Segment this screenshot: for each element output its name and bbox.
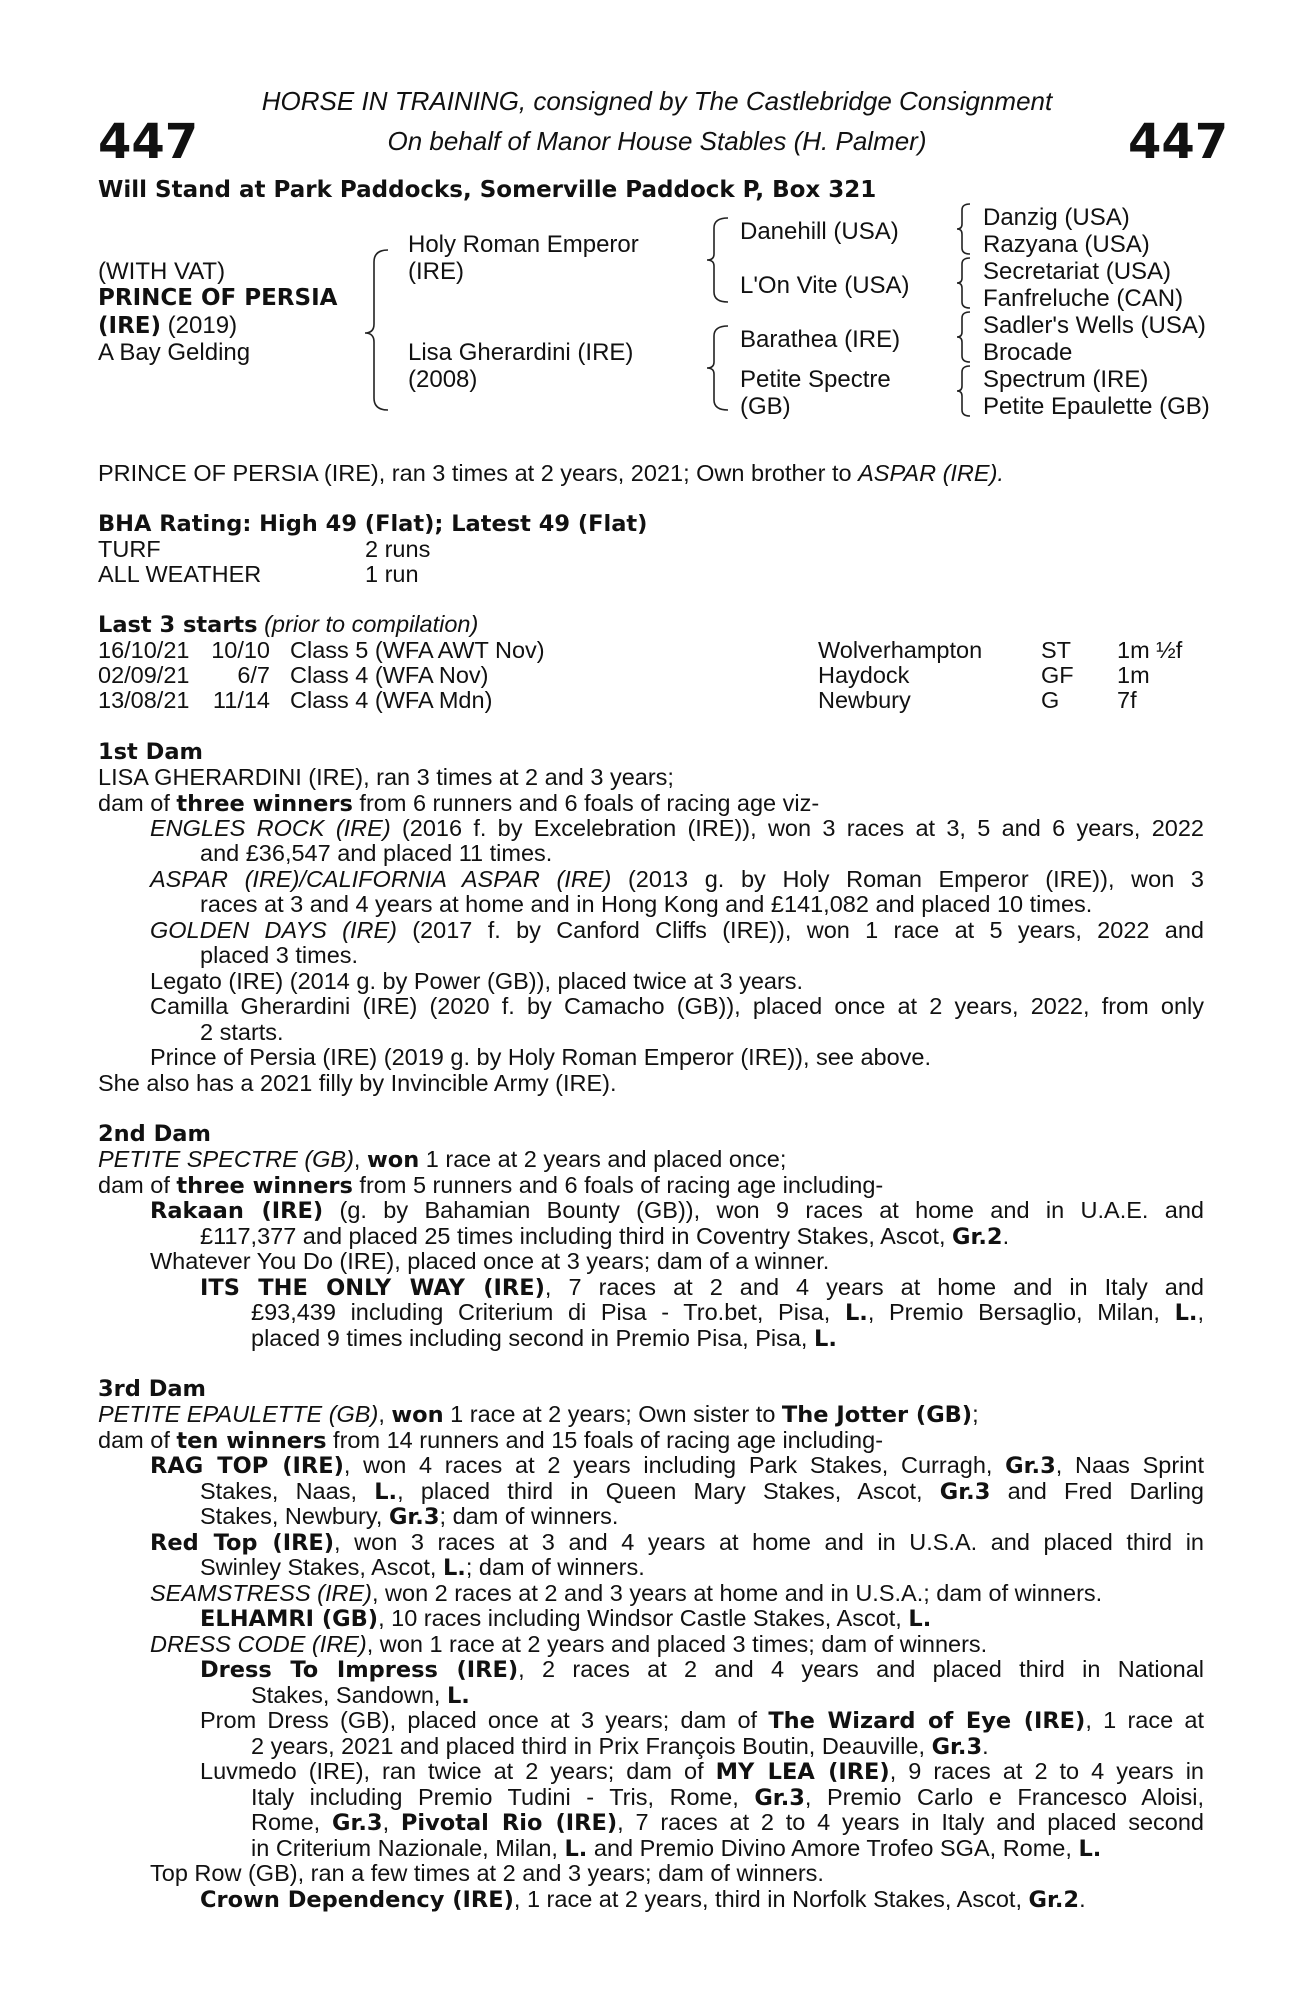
produce-golden-days-cont: placed 3 times. [200,942,359,968]
produce-rakaan-cont: £117,377 and placed 25 times including third in Coventry Stakes, Ascot, Gr.2. [200,1223,1010,1250]
horse-description: A Bay Gelding [98,339,251,366]
g3-7: Spectrum (IRE) [983,366,1149,393]
sire-name: Holy Roman Emperor [408,231,639,258]
first-dam-line: LISA GHERARDINI (IRE), ran 3 times at 2 and 3 years; [98,764,674,790]
brace-danehill [957,204,970,254]
g3-1: Danzig (USA) [983,204,1130,231]
brace-dam [707,326,728,410]
start-going-2: GF [1041,662,1074,688]
third-dam-heading: 3rd Dam [98,1376,206,1402]
produce-its-the-only-way: ITS THE ONLY WAY (IRE), 7 races at 2 and 4 years at home and in Italy and [200,1274,1204,1301]
produce-rag-top-cont: Stakes, Naas, L., placed third in Queen Mary Stakes, Ascot, Gr.3 and Fred Darling [200,1478,1204,1505]
summary-brother: ASPAR (IRE). [858,460,1004,486]
first-dam-winners: three winners [176,791,353,817]
brace-sire [707,218,728,302]
bha-rating: BHA Rating: High 49 (Flat); Latest 49 (Flat) [98,511,648,537]
start-race-1: Class 5 (WFA AWT Nov) [290,637,545,663]
start-dist-1: 1m ½f [1117,637,1183,663]
produce-red-top-cont: Swinley Stakes, Ascot, L.; dam of winners. [200,1554,645,1581]
horse-name: PRINCE OF PERSIA [98,285,338,311]
produce-golden-days: GOLDEN DAYS (IRE) (2017 f. by Canford Cliffs (IRE)), won 1 race at 5 years, 2022 and [150,917,1204,943]
first-dam-also: She also has a 2021 filly by Invincible Army (IRE). [98,1070,617,1096]
rating-runs-aw: 1 run [365,561,419,587]
stand-location: Will Stand at Park Paddocks, Somerville Paddock P, Box 321 [98,177,877,203]
lot-number-right: 447 [1128,114,1229,170]
g3-2: Razyana (USA) [983,231,1150,258]
produce-aspar: ASPAR (IRE)/CALIFORNIA ASPAR (IRE) (2013 g. by Holy Roman Emperor (IRE)), won 3 [150,866,1204,892]
dam-dam: Petite Spectre [740,366,891,393]
produce-rakaan: Rakaan (IRE) (g. by Bahamian Bounty (GB)), won 9 races at home and in U.A.E. and [150,1197,1204,1224]
third-dam-line: PETITE EPAULETTE (GB), won 1 race at 2 years; Own sister to The Jotter (GB); [98,1401,979,1428]
brace-main [365,250,388,410]
produce-camilla-cont: 2 starts. [200,1019,284,1045]
horse-country: (IRE) [98,313,162,339]
second-dam-heading: 2nd Dam [98,1121,211,1147]
produce-rag-top-cont2: Stakes, Newbury, Gr.3; dam of winners. [200,1503,619,1530]
brace-petite-spectre [957,366,970,416]
produce-luvmedo-cont3: in Criterium Nazionale, Milan, L. and Premio Divino Amore Trofeo SGA, Rome, L. [251,1835,1102,1862]
produce-luvmedo: Luvmedo (IRE), ran twice at 2 years; dam of MY LEA (IRE), 9 races at 2 to 4 years in [200,1758,1204,1785]
start-pos-3: 11/14 [212,687,270,713]
start-date-1: 16/10/21 [98,637,190,663]
sire-dam: L'On Vite (USA) [740,272,910,299]
first-dam-produce-line: dam of three winners from 6 runners and 6 foals of racing age viz- [98,790,820,817]
brace-barathea [957,312,970,362]
horse-year: (2019) [161,312,238,339]
produce-prince-of-persia: Prince of Persia (IRE) (2019 g. by Holy Roman Emperor (IRE)), see above. [150,1044,932,1070]
start-pos-1: 10/10 [211,637,270,663]
g3-4: Fanfreluche (CAN) [983,285,1184,312]
sire-country: (IRE) [408,258,464,285]
start-date-2: 02/09/21 [98,662,190,688]
produce-its-the-only-way-cont: £93,439 including Criterium di Pisa - Tro.bet, Pisa, L., Premio Bersaglio, Milan, L., [251,1299,1204,1326]
summary-text: PRINCE OF PERSIA (IRE), ran 3 times at 2 years, 2021; Own brother to [98,460,859,486]
g3-6: Brocade [983,339,1073,366]
produce-dress-code: DRESS CODE (IRE), won 1 race at 2 years and placed 3 times; dam of winners. [150,1631,988,1657]
rating-surface-aw: ALL WEATHER [98,561,262,587]
rating-surface-turf: TURF [98,536,161,562]
start-going-1: ST [1041,637,1072,663]
produce-dress-to-impress: Dress To Impress (IRE), 2 races at 2 and 4 years and placed third in National [200,1656,1204,1683]
produce-camilla: Camilla Gherardini (IRE) (2020 f. by Camacho (GB)), placed once at 2 years, 2022, from only [150,993,1204,1019]
brace-lonvite [957,258,970,308]
produce-elhamri: ELHAMRI (GB), 10 races including Windsor Castle Stakes, Ascot, L. [200,1605,932,1632]
produce-rag-top: RAG TOP (IRE), won 4 races at 2 years including Park Stakes, Curragh, Gr.3, Naas Sprint [150,1452,1204,1479]
produce-dress-to-impress-cont: Stakes, Sandown, L. [251,1682,470,1709]
sire-sire: Danehill (USA) [740,218,899,245]
produce-top-row: Top Row (GB), ran a few times at 2 and 3 years; dam of winners. [150,1860,824,1886]
start-race-3: Class 4 (WFA Mdn) [290,687,493,713]
produce-prom-dress-cont: 2 years, 2021 and placed third in Prix François Boutin, Deauville, Gr.3. [251,1733,989,1760]
g3-3: Secretariat (USA) [983,258,1172,285]
produce-engles-rock-cont: and £36,547 and placed 11 times. [200,840,553,866]
start-date-3: 13/08/21 [98,687,190,713]
start-course-3: Newbury [818,687,911,713]
start-race-2: Class 4 (WFA Nov) [290,662,489,688]
dam-year: (2008) [408,366,478,393]
last-starts-title: Last 3 starts [98,612,258,638]
start-going-3: G [1041,687,1060,713]
produce-prom-dress: Prom Dress (GB), placed once at 3 years; dam of The Wizard of Eye (IRE), 1 race at [200,1707,1204,1734]
produce-legato: Legato (IRE) (2014 g. by Power (GB)), placed twice at 3 years. [150,968,804,994]
start-course-1: Wolverhampton [818,637,983,663]
produce-luvmedo-cont2: Rome, Gr.3, Pivotal Rio (IRE), 7 races at 2 to 4 years in Italy and placed second [251,1809,1204,1836]
produce-its-the-only-way-cont2: placed 9 times including second in Premio Pisa, Pisa, L. [251,1325,837,1352]
vendor-line: On behalf of Manor House Stables (H. Palmer) [387,126,927,156]
second-dam-line: PETITE SPECTRE (GB), won 1 race at 2 years and placed once; [98,1146,787,1173]
dam-dam-country: (GB) [740,393,791,420]
first-dam-heading: 1st Dam [98,739,203,765]
start-dist-3: 7f [1117,687,1137,713]
third-dam-produce-line: dam of ten winners from 14 runners and 15 foals of racing age including- [98,1427,884,1454]
produce-aspar-cont: races at 3 and 4 years at home and in Hong Kong and £141,082 and placed 10 times. [200,891,1093,917]
rating-runs-turf: 2 runs [365,536,431,562]
second-dam-produce-line: dam of three winners from 5 runners and 6 foals of racing age including- [98,1172,884,1199]
consignor-line: HORSE IN TRAINING, consigned by The Castlebridge Consignment [261,86,1053,116]
lot-number-left: 447 [98,114,199,170]
produce-seamstress: SEAMSTRESS (IRE), won 2 races at 2 and 3 years at home and in U.S.A.; dam of winners. [150,1580,1103,1606]
last-starts-heading [98,612,478,639]
dam-name: Lisa Gherardini (IRE) [408,339,634,366]
g3-8: Petite Epaulette (GB) [983,393,1210,420]
start-course-2: Haydock [818,662,910,688]
vat-note: (WITH VAT) [98,258,226,285]
start-dist-2: 1m [1117,662,1150,688]
start-pos-2: 6/7 [237,662,270,688]
dam-sire: Barathea (IRE) [740,326,901,353]
produce-luvmedo-cont: Italy including Premio Tudini - Tris, Rome, Gr.3, Premio Carlo e Francesco Aloisi, [251,1784,1204,1811]
race-summary [98,461,1004,487]
produce-whatever-you-do: Whatever You Do (IRE), placed once at 3 years; dam of a winner. [150,1248,830,1274]
g3-5: Sadler's Wells (USA) [983,312,1206,339]
last-starts-subtitle: (prior to compilation) [264,611,479,637]
produce-crown-dependency: Crown Dependency (IRE), 1 race at 2 years, third in Norfolk Stakes, Ascot, Gr.2. [200,1886,1086,1913]
produce-red-top: Red Top (IRE), won 3 races at 3 and 4 years at home and in U.S.A. and placed third in [150,1529,1204,1556]
produce-engles-rock: ENGLES ROCK (IRE) (2016 f. by Excelebration (IRE)), won 3 races at 3, 5 and 6 years, 2022 [150,815,1205,841]
